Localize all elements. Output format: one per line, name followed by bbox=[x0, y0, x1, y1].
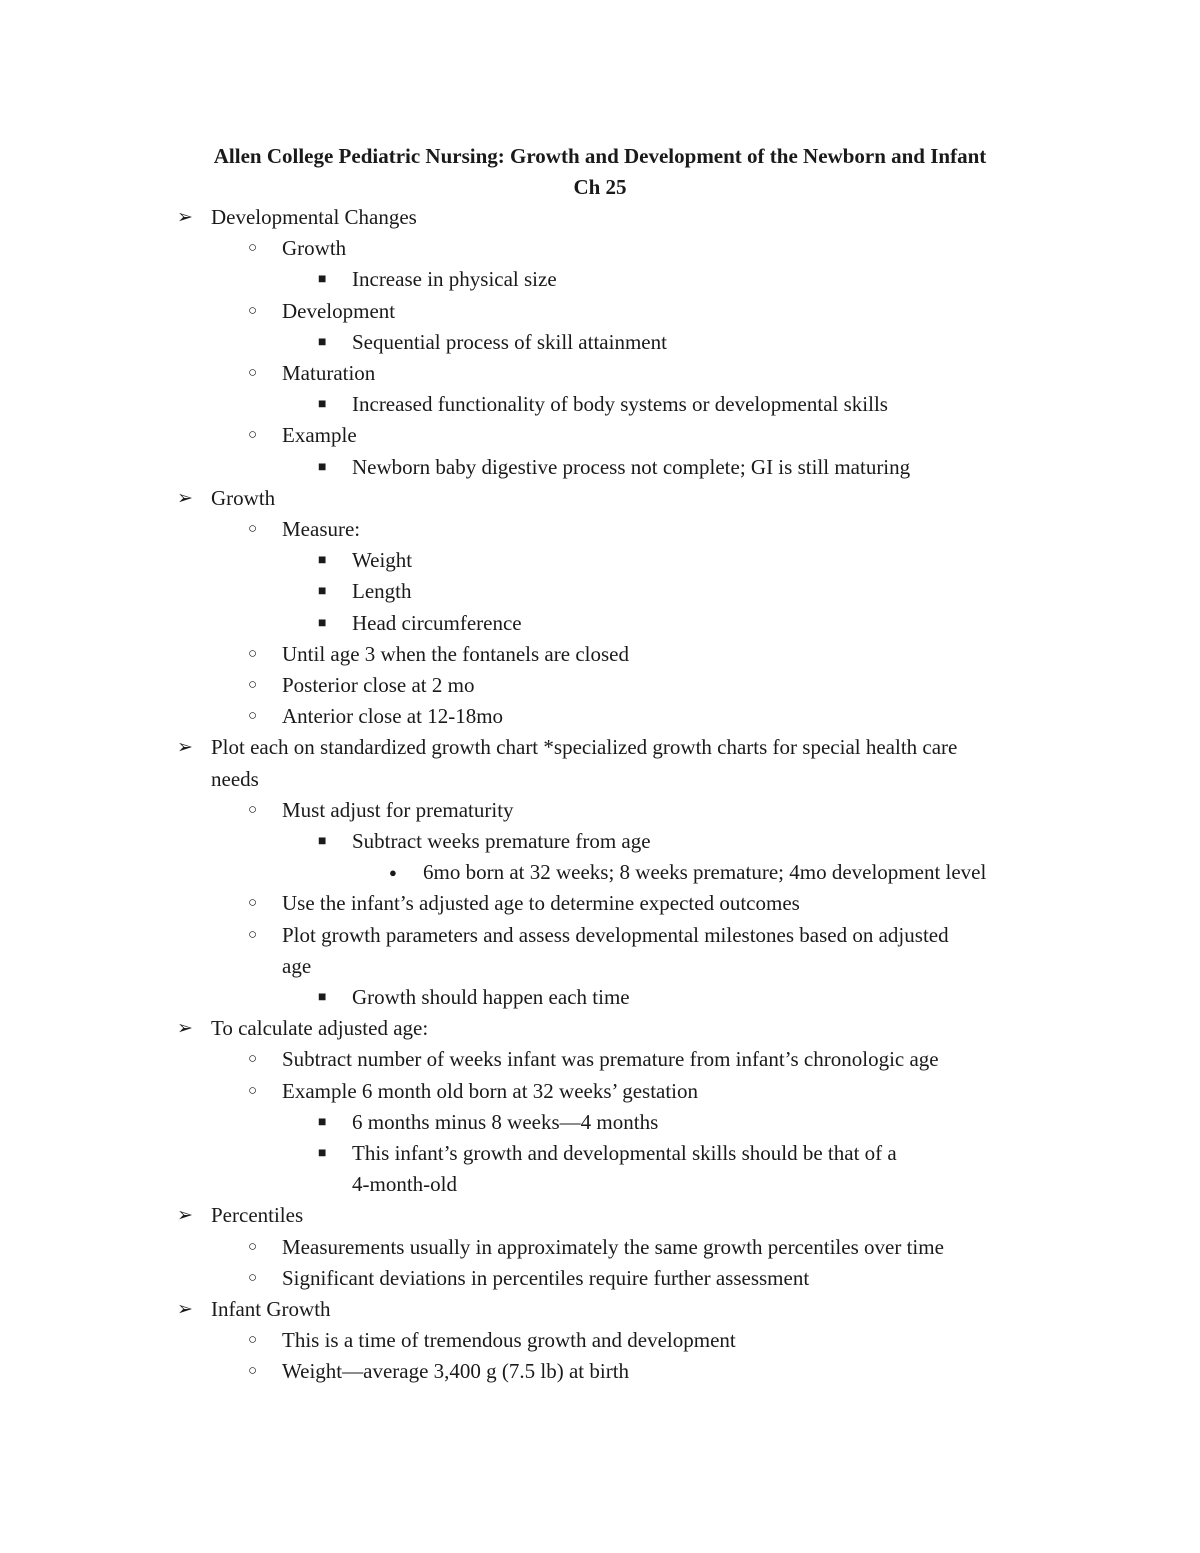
outline-line-level-0: Developmental Changes bbox=[211, 205, 417, 229]
circle-bullet-icon: ○ bbox=[248, 1269, 258, 1286]
outline-line-level-1: Weight—average 3,400 g (7.5 lb) at birth bbox=[282, 1359, 630, 1384]
square-bullet-icon: ■ bbox=[318, 459, 327, 475]
circle-bullet-icon: ○ bbox=[248, 1238, 258, 1255]
outline-line-level-1: Anterior close at 12-18mo bbox=[282, 704, 504, 729]
square-bullet-icon: ■ bbox=[318, 272, 327, 288]
circle-bullet-icon: ○ bbox=[248, 677, 258, 693]
outline-line-level-1: Growth bbox=[282, 236, 347, 261]
outline-line-level-1: Posterior close at 2 mo bbox=[282, 673, 475, 697]
square-bullet-icon: ■ bbox=[318, 553, 327, 569]
arrow-bullet-icon: ➢ bbox=[177, 737, 193, 759]
outline-line-level-2: Length bbox=[352, 579, 412, 604]
outline-line-level-1: age bbox=[282, 953, 312, 978]
outline-line-level-1: Example 6 month old born at 32 weeks’ gestation bbox=[282, 1078, 699, 1103]
outline-line-level-2: Growth should happen each time bbox=[352, 985, 630, 1009]
outline-line-level-2: Subtract weeks premature from age bbox=[352, 829, 651, 853]
circle-bullet-icon: ○ bbox=[248, 365, 258, 381]
arrow-bullet-icon: ➢ bbox=[177, 1205, 193, 1227]
outline-line-level-2: Head circumference bbox=[352, 610, 522, 635]
outline-line-level-2: 6 months minus 8 weeks—4 months bbox=[352, 1109, 659, 1134]
document-title: Allen College Pediatric Nursing: Growth and Development of the Newborn and Infant bbox=[213, 144, 987, 168]
outline-line-level-2: 4-month-old bbox=[352, 1172, 457, 1197]
square-bullet-icon: ■ bbox=[318, 990, 327, 1005]
outline-line-level-0: To calculate adjusted age: bbox=[211, 1016, 429, 1041]
arrow-bullet-icon: ➢ bbox=[177, 207, 193, 228]
square-bullet-icon: ■ bbox=[318, 334, 327, 350]
circle-bullet-icon: ○ bbox=[248, 926, 258, 943]
square-bullet-icon: ■ bbox=[318, 584, 327, 600]
square-bullet-icon: ■ bbox=[318, 397, 327, 413]
circle-bullet-icon: ○ bbox=[248, 240, 258, 257]
outline-line-level-0: Infant Growth bbox=[211, 1297, 331, 1321]
outline-line-level-2: Newborn baby digestive process not complete; GI is still maturing bbox=[352, 454, 911, 479]
outline-line-level-2: Sequential process of skill attainment bbox=[352, 329, 667, 354]
outline-line-level-1: Measure: bbox=[282, 517, 361, 541]
outline-line-level-1: Maturation bbox=[282, 361, 376, 385]
outline-line-level-0: Growth bbox=[211, 485, 276, 510]
outline-line-level-2: Increase in physical size bbox=[352, 267, 557, 292]
circle-bullet-icon: ○ bbox=[248, 1363, 258, 1380]
outline-line-level-0: Percentiles bbox=[211, 1203, 304, 1228]
outline-line-level-2: Weight bbox=[352, 548, 413, 573]
dot-bullet-icon: ● bbox=[389, 865, 397, 881]
outline-line-level-1: Plot growth parameters and assess developmental milestones based on adjusted bbox=[282, 922, 949, 947]
outline-line-level-1: Must adjust for prematurity bbox=[282, 797, 514, 822]
circle-bullet-icon: ○ bbox=[248, 645, 258, 662]
outline-line-level-2: This infant’s growth and developmental skills should be that of a bbox=[352, 1141, 897, 1165]
outline-line-level-1: Significant deviations in percentiles require further assessment bbox=[282, 1265, 810, 1290]
circle-bullet-icon: ○ bbox=[248, 801, 258, 818]
circle-bullet-icon: ○ bbox=[248, 1051, 258, 1068]
outline-line-level-1: This is a time of tremendous growth and development bbox=[282, 1328, 736, 1353]
square-bullet-icon: ■ bbox=[318, 1114, 327, 1130]
circle-bullet-icon: ○ bbox=[248, 521, 258, 537]
square-bullet-icon: ■ bbox=[318, 1146, 327, 1161]
outline-line-level-1: Use the infant’s adjusted age to determine expected outcomes bbox=[282, 891, 800, 916]
circle-bullet-icon: ○ bbox=[248, 427, 258, 444]
square-bullet-icon: ■ bbox=[318, 615, 327, 631]
circle-bullet-icon: ○ bbox=[248, 302, 258, 319]
outline-line-level-1: Development bbox=[282, 298, 396, 323]
outline-line-level-2: Increased functionality of body systems or developmental skills bbox=[352, 392, 888, 417]
outline-line-level-1: Subtract number of weeks infant was premature from infant’s chronologic age bbox=[282, 1047, 939, 1072]
circle-bullet-icon: ○ bbox=[248, 895, 258, 912]
outline-line-level-1: Until age 3 when the fontanels are closed bbox=[282, 641, 629, 666]
outline-line-level-1: Example bbox=[282, 423, 357, 448]
document-chapter: Ch 25 bbox=[573, 175, 627, 199]
arrow-bullet-icon: ➢ bbox=[177, 1018, 193, 1040]
arrow-bullet-icon: ➢ bbox=[177, 1299, 193, 1320]
circle-bullet-icon: ○ bbox=[248, 708, 258, 725]
arrow-bullet-icon: ➢ bbox=[177, 487, 193, 509]
square-bullet-icon: ■ bbox=[318, 834, 327, 849]
circle-bullet-icon: ○ bbox=[248, 1332, 258, 1349]
circle-bullet-icon: ○ bbox=[248, 1082, 258, 1099]
outline-line-level-1: Measurements usually in approximately the same growth percentiles over time bbox=[282, 1234, 944, 1259]
outline-line-level-0: Plot each on standardized growth chart *specialized growth charts for special health care bbox=[211, 735, 958, 760]
outline-line-level-0: needs bbox=[211, 766, 259, 791]
outline-line-level-3: 6mo born at 32 weeks; 8 weeks premature; 4mo development level bbox=[423, 860, 987, 885]
